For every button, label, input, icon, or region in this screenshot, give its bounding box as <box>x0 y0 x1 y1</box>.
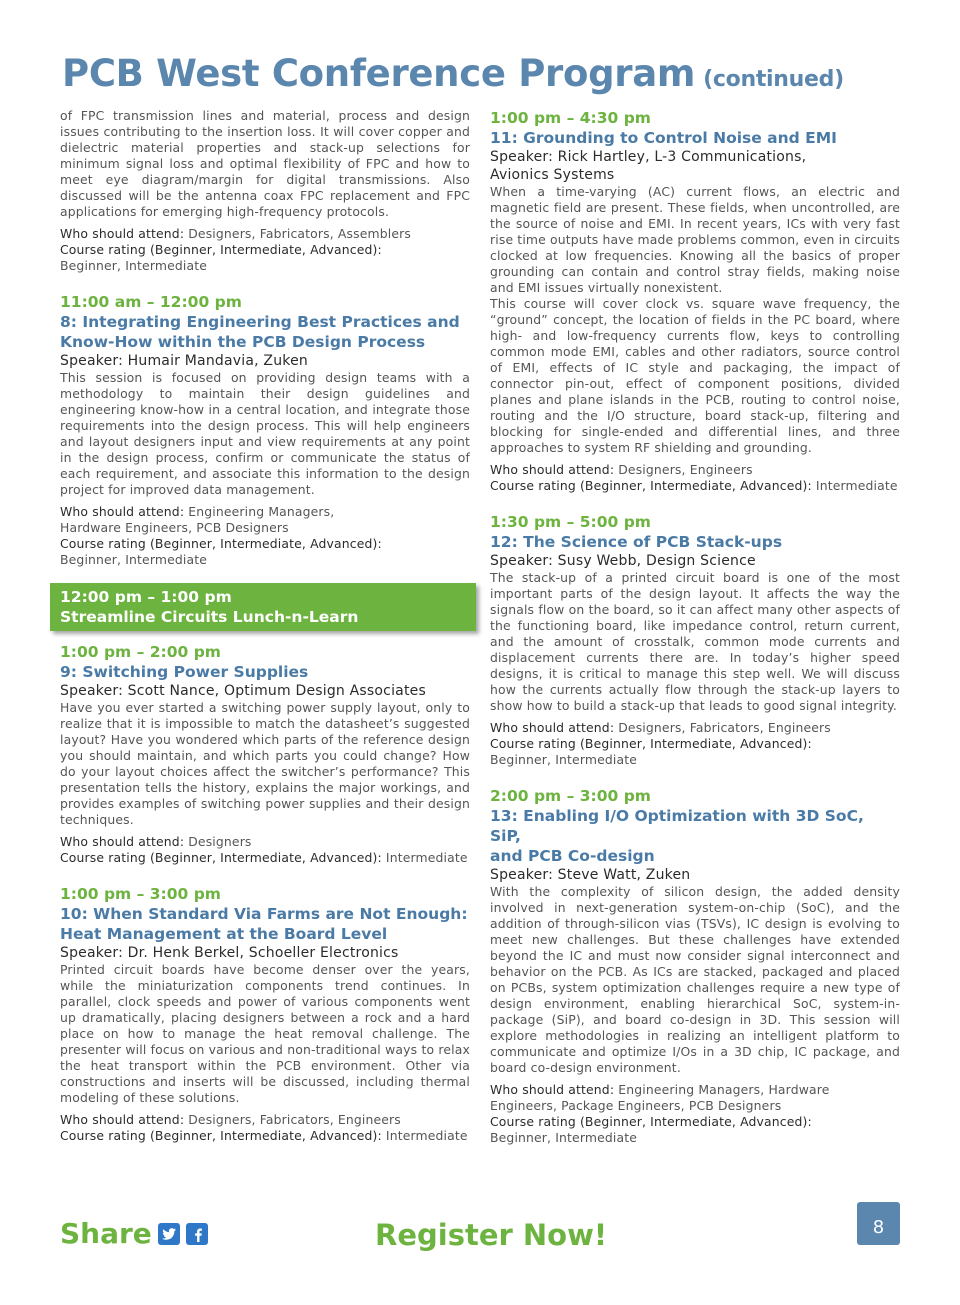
session-meta <box>490 720 900 768</box>
session-10 <box>60 884 470 1144</box>
attend-value: Designers, Fabricators, Assemblers <box>188 226 411 241</box>
session-speaker: Speaker: Humair Mandavia, Zuken <box>60 353 308 369</box>
session-time: 1:00 pm – 3:00 pm <box>60 885 221 903</box>
rating-label: Course rating (Beginner, Intermediate, Advanced): <box>60 1128 382 1143</box>
rating-value: Beginner, Intermediate <box>490 1130 637 1145</box>
session-title: 10: When Standard Via Farms are Not Enough: <box>60 905 468 923</box>
rating-label: Course rating (Beginner, Intermediate, Advanced): <box>490 736 812 751</box>
session-body: Have you ever started a switching power supply layout, only to realize that it is impossible to match the datasheet’s suggested layout? Have you wondered which parts of the reference design you should maintain, and which parts you could change? How do your layout choices affect the switcher’s performance? This presentation tells the history, explains the major workings, and provides examples of switching power supplies and their design techniques. <box>60 700 470 827</box>
session-body: With the complexity of silicon design, the added density involved in next-generation system-on-chip (SoC), and the addition of through-silicon vias (TSVs), IC design is evolving to meet new challenges. But these challenges have extended beyond the IC and must now consider signal interconnect and behavior on the PCB. As ICs are stacked, packaged and placed on PCBs, system optimization challenges require a new type of design environment, enabling hierarchical SoC, system-in-package (SiP), and board co-design in 3D. This session will explore methodologies in realizing an intelligent platform to communicate and optimize I/Os in a 3D chip, IC package, and board co-design environment. <box>490 884 900 1075</box>
session-title: 13: Enabling I/O Optimization with 3D SoC, SiP, <box>490 807 864 845</box>
lunch-time: 12:00 pm – 1:00 pm <box>60 588 232 606</box>
rating-label: Course rating (Beginner, Intermediate, Advanced): <box>60 242 382 257</box>
session-title-line2: Know-How within the PCB Design Process <box>60 333 426 351</box>
session-speaker: Speaker: Scott Nance, Optimum Design Associates <box>60 683 426 699</box>
attend-label: Who should attend: <box>490 462 615 477</box>
attend-label: Who should attend: <box>60 1112 185 1127</box>
session-12 <box>490 512 900 768</box>
session-13 <box>490 786 900 1146</box>
attend-value-line2: Hardware Engineers, PCB Designers <box>60 520 289 535</box>
session-meta <box>490 1082 900 1146</box>
intro-meta <box>60 226 470 274</box>
session-speaker: Speaker: Steve Watt, Zuken <box>490 867 691 883</box>
rating-value: Intermediate <box>815 478 898 493</box>
session-title: 12: The Science of PCB Stack-ups <box>490 533 783 551</box>
session-intro <box>60 108 470 274</box>
session-speaker-line2: Avionics Systems <box>490 167 615 183</box>
facebook-icon[interactable] <box>186 1223 208 1245</box>
session-meta <box>490 462 900 494</box>
session-meta <box>60 1112 470 1144</box>
session-body: When a time-varying (AC) current flows, an electric and magnetic field are present. These fields, when uncontrolled, are the source of noise and EMI. In recent years, ICs with very fast rise time outputs have made problems common, even in circuits clocked at low frequencies. Knowing all the basics of proper grounding can contain and control stray fields, making noise and EMI issues virtually nonexistent. <box>490 184 900 295</box>
attend-label: Who should attend: <box>60 834 185 849</box>
attend-value: Engineering Managers, <box>188 504 335 519</box>
twitter-icon[interactable] <box>158 1223 180 1245</box>
session-body-2: This course will cover clock vs. square wave frequency, the “ground” concept, the location of fields in the PC board, where high- and low-frequency currents flow, keys to controlling common mode EMI, cables and other radiators, source control of EMI, effects of IC style and packaging, the impact of connector pin-out, effect of component positions, divided planes and plane islands in the PCB, routing to control noise, routing and the I/O structure, board stack-up, filtering and blocking for single-ended and differential lines, and three approaches to system RF shielding and grounding. <box>490 296 900 455</box>
page-title <box>62 52 844 95</box>
attend-value-line2: Engineers, Package Engineers, PCB Designers <box>490 1098 782 1113</box>
session-time: 1:00 pm – 4:30 pm <box>490 109 651 127</box>
session-time: 11:00 am – 12:00 pm <box>60 293 242 311</box>
session-time: 1:00 pm – 2:00 pm <box>60 643 221 661</box>
share-area <box>60 1216 208 1252</box>
rating-value: Beginner, Intermediate <box>60 552 207 567</box>
left-column <box>60 108 470 568</box>
attend-label: Who should attend: <box>490 720 615 735</box>
page-number: 8 <box>857 1202 900 1245</box>
rating-label: Course rating (Beginner, Intermediate, Advanced): <box>60 850 382 865</box>
attend-value: Designers, Engineers <box>618 462 753 477</box>
attend-value: Designers, Fabricators, Engineers <box>188 1112 401 1127</box>
attend-value: Designers <box>188 834 252 849</box>
session-8 <box>60 292 470 568</box>
rating-label: Course rating (Beginner, Intermediate, Advanced): <box>60 536 382 551</box>
register-now-link[interactable]: Register Now! <box>375 1218 608 1252</box>
rating-label: Course rating (Beginner, Intermediate, Advanced): <box>490 1114 812 1129</box>
rating-value: Beginner, Intermediate <box>490 752 637 767</box>
session-title-line2: Heat Management at the Board Level <box>60 925 388 943</box>
title-text: PCB West Conference Program <box>62 52 696 95</box>
session-meta <box>60 834 470 866</box>
session-body: The stack-up of a printed circuit board is one of the most important parts of the design layout. It affects the way the signals flow on the board, so it can affect many other aspects of the functioning board, like impedance control, return current, and the amount of crosstalk, common mode currents and displacement currents there are. In today’s higher speed designs, it is critical to manage this step well. We will discuss how the currents actually flow through the stack-up layers to show how to build a stack-up that leads to good signal integrity. <box>490 570 900 713</box>
session-title: 9: Switching Power Supplies <box>60 663 309 681</box>
session-title-line2: and PCB Co-design <box>490 847 655 865</box>
attend-value: Engineering Managers, Hardware <box>618 1082 830 1097</box>
session-meta <box>60 504 470 568</box>
session-speaker: Speaker: Rick Hartley, L-3 Communications, <box>490 149 807 165</box>
lunch-banner <box>50 583 476 631</box>
rating-value: Intermediate <box>385 1128 468 1143</box>
rating-value: Intermediate <box>385 850 468 865</box>
attend-value: Designers, Fabricators, Engineers <box>618 720 831 735</box>
attend-label: Who should attend: <box>490 1082 615 1097</box>
intro-body: of FPC transmission lines and material, process and design issues contributing to the insertion loss. It will cover copper and dielectric material properties and stack-up selections for minimum signal loss and optimal flexibility of FPC and how to meet eye diagram/margin for digital transmissions. Also discussed will be the antenna coax FPC replacement and FPC applications for emerging high-frequency protocols. <box>60 108 470 219</box>
rating-value: Beginner, Intermediate <box>60 258 207 273</box>
lunch-name: Streamline Circuits Lunch-n-Learn <box>60 608 359 626</box>
session-9 <box>60 642 470 866</box>
share-label: Share <box>60 1217 152 1250</box>
right-column <box>490 108 900 1146</box>
attend-label: Who should attend: <box>60 504 185 519</box>
session-speaker: Speaker: Dr. Henk Berkel, Schoeller Electronics <box>60 945 399 961</box>
title-continued: (continued) <box>703 67 844 92</box>
session-title: 11: Grounding to Control Noise and EMI <box>490 129 837 147</box>
session-time: 1:30 pm – 5:00 pm <box>490 513 651 531</box>
session-speaker: Speaker: Susy Webb, Design Science <box>490 553 756 569</box>
session-11 <box>490 108 900 494</box>
attend-label: Who should attend: <box>60 226 185 241</box>
session-body: This session is focused on providing design teams with a methodology to maintain their design guidelines and engineering know-how in a central location, and integrate those requirements into the design process. This will help engineers and layout designers input and view requirements at any point in the design process, confirm or communicate the status of each requirement, and associate this information to the design project for improved data management. <box>60 370 470 497</box>
rating-label: Course rating (Beginner, Intermediate, Advanced): <box>490 478 812 493</box>
session-body: Printed circuit boards have become denser over the years, while the miniaturization components trend continues. In parallel, clock speeds and power of various components went up dramatically, placing designers between a rock and a hard place on how to manage the heat removal challenge. The presenter will focus on various and non-traditional ways to relax the heat transport within the PCB environment. Other via constructions and inserts will be discussed, including thermal modeling of these solutions. <box>60 962 470 1105</box>
session-time: 2:00 pm – 3:00 pm <box>490 787 651 805</box>
left-column-lower <box>60 642 470 1144</box>
session-title: 8: Integrating Engineering Best Practices and <box>60 313 460 331</box>
